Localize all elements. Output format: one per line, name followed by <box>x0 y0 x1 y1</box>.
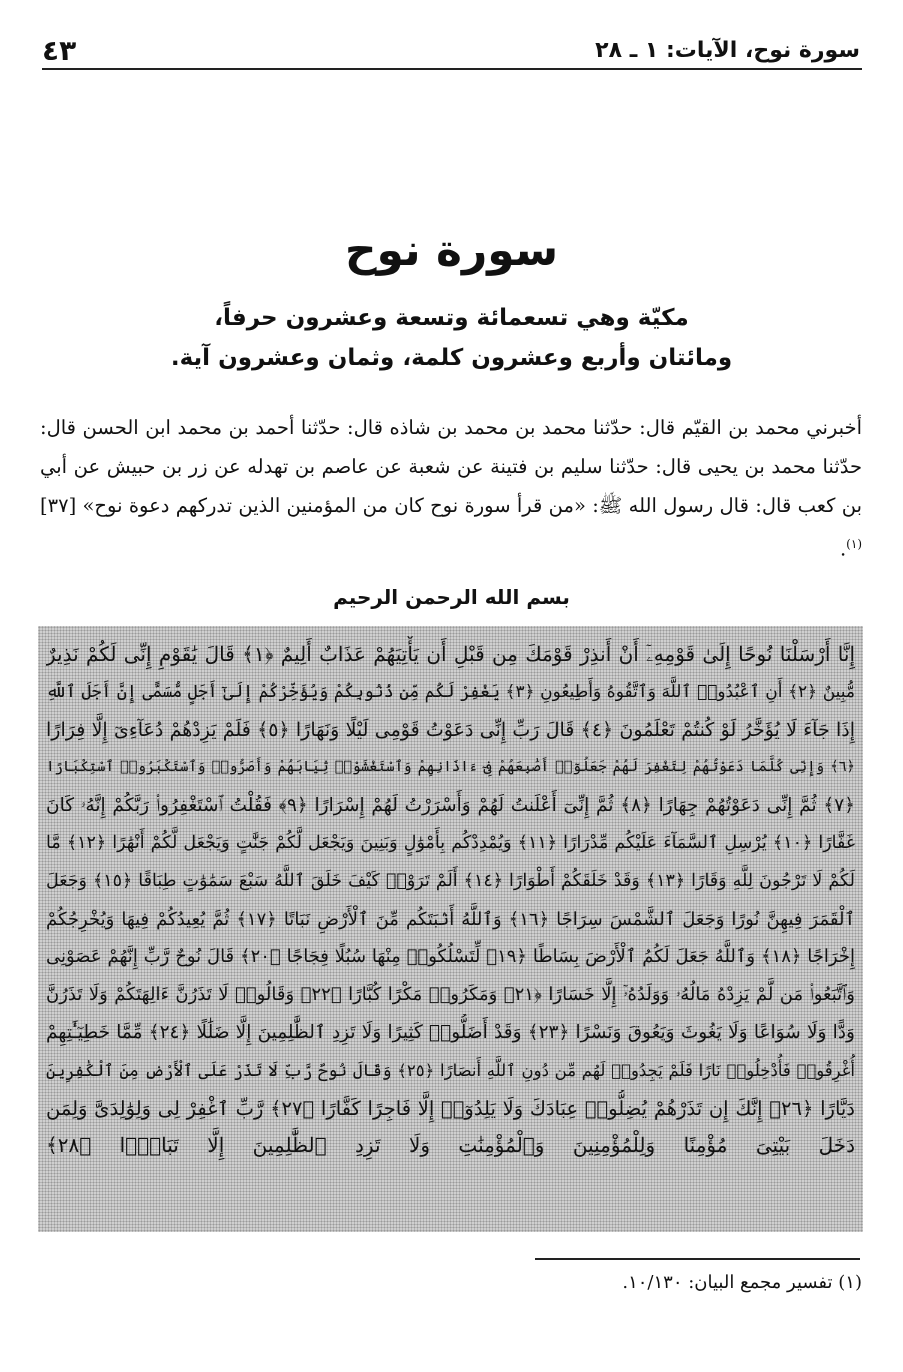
surah-info-line: ومائتان وأربع وعشرون كلمة، وثمان وعشرون آية. <box>170 345 733 371</box>
quran-line: أُغْرِقُوا۟ فَأُدْخِلُوا۟ نَارًا فَلَمْ يَجِدُوا۟ لَهُم مِّن دُونِ ٱللَّهِ أَنصَارًا ﴿٢٥﴾ وَقَالَ نُوحٌ رَّبِّ لَا تَذَرْ عَلَى ٱلْأَرْضِ مِنَ ٱلْكَٰفِرِينَ <box>46 1060 855 1080</box>
quran-line: لَكُمْ لَا تَرْجُونَ لِلَّهِ وَقَارًا ﴿١٣﴾ وَقَدْ خَلَقَكُمْ أَطْوَارًا ﴿١٤﴾ أَلَمْ تَرَوْا۟ كَيْفَ خَلَقَ ٱللَّهُ سَبْعَ سَمَٰوَٰتٍ طِبَاقًا ﴿١٥﴾ وَجَعَلَ <box>46 870 855 891</box>
footnote-rule <box>535 1258 860 1260</box>
quran-line: ﴿٦﴾ وَإِنِّى كُلَّمَا دَعَوْتُهُمْ لِتَغْفِرَ لَهُمْ جَعَلُوٓا۟ أَصَٰبِعَهُمْ فِىٓ ءَاذَانِهِمْ وَٱسْتَغْشَوْا۟ ثِيَابَهُمْ وَأَصَرُّوا۟ وَٱسْتَكْبَرُوا۟ ٱسْتِكْبَارًا <box>46 759 855 776</box>
quran-line: مُّبِينٌ ﴿٢﴾ أَنِ ٱعْبُدُوا۟ ٱللَّهَ وَٱتَّقُوهُ وَأَطِيعُونِ ﴿٣﴾ يَغْفِرْ لَكُم مِّن ذُنُوبِكُمْ وَيُؤَخِّرْكُمْ إِلَىٰٓ أَجَلٍ مُّسَمًّى إِنَّ أَجَلَ ٱللَّهِ <box>46 681 855 702</box>
page-number: ٤٣ <box>42 33 77 67</box>
quran-line: وَٱتَّبَعُوا۟ مَن لَّمْ يَزِدْهُ مَالُهُۥ وَوَلَدُهُۥٓ إِلَّا خَسَارًا ﴿٢١﴾ وَمَكَرُوا۟ مَكْرًا كُبَّارًا ﴿٢٢﴾ وَقَالُوا۟ لَا تَذَرُنَّ ءَالِهَتَكُمْ وَلَا تَذَرُنَّ <box>46 984 855 1006</box>
quran-line: دَيَّارًا ﴿٢٦﴾ إِنَّكَ إِن تَذَرْهُمْ يُضِلُّوا۟ عِبَادَكَ وَلَا يَلِدُوٓا۟ إِلَّا فَاجِرًا كَفَّارًا ﴿٢٧﴾ رَّبِّ ٱغْفِرْ لِى وَلِوَٰلِدَىَّ وَلِمَن <box>46 1096 855 1120</box>
quran-line: غَفَّارًا ﴿١٠﴾ يُرْسِلِ ٱلسَّمَآءَ عَلَيْكُم مِّدْرَارًا ﴿١١﴾ وَيُمْدِدْكُم بِأَمْوَٰلٍ وَبَنِينَ وَيَجْعَل لَّكُمْ جَنَّٰتٍ وَيَجْعَل لَّكُمْ أَنْهَٰرًا ﴿١٢﴾ مَّا <box>46 832 855 853</box>
quran-line: إِذَا جَآءَ لَا يُؤَخَّرُ لَوْ كُنتُمْ تَعْلَمُونَ ﴿٤﴾ قَالَ رَبِّ إِنِّى دَعَوْتُ قَوْمِى لَيْلًا وَنَهَارًا ﴿٥﴾ فَلَمْ يَزِدْهُمْ دُعَآءِىٓ إِلَّا فِرَارًا <box>46 718 855 741</box>
isnad-paragraph <box>40 408 862 569</box>
isnad-text: أخبرني محمد بن القيّم قال: حدّثنا محمد بن محمد بن شاذه قال: حدّثنا أحمد بن محمد ابن الحسن قال: حدّثنا محمد بن يحيى قال: حدّثنا سليم بن فتينة عن شعبة عن عاصم بن تهدله عن زر بن حبيش عن أبي بن كعب قال: قال رسول الله ﷺ: «من قرأ سورة نوح كان من المؤمنين الذين تدركهم دعوة نوح» [٣٧] <box>40 416 862 517</box>
running-header <box>42 30 860 70</box>
surah-title: سورة نوح <box>344 225 559 276</box>
footnote-marker: (١) <box>846 537 862 551</box>
quran-line: وَدًّا وَلَا سُوَاعًا وَلَا يَغُوثَ وَيَعُوقَ وَنَسْرًا ﴿٢٣﴾ وَقَدْ أَضَلُّوا۟ كَثِيرًا وَلَا تَزِدِ ٱلظَّٰلِمِينَ إِلَّا ضَلَٰلًا ﴿٢٤﴾ مِّمَّا خَطِيٓـَٰٔتِهِمْ <box>46 1021 855 1043</box>
quran-line: دَخَلَ بَيْتِىَ مُؤْمِنًا وَلِلْمُؤْمِنِينَ وَٱلْمُؤْمِنَٰتِ وَلَا تَزِدِ ٱلظَّٰلِمِينَ إِلَّا تَبَارًۢا ﴿٢٨﴾ <box>46 1133 855 1158</box>
header-rule <box>42 68 862 70</box>
running-title: سورة نوح، الآيات: ١ ـ ٢٨ <box>595 37 860 63</box>
quran-line: إِخْرَاجًا ﴿١٨﴾ وَٱللَّهُ جَعَلَ لَكُمُ ٱلْأَرْضَ بِسَاطًا ﴿١٩﴾ لِّتَسْلُكُوا۟ مِنْهَا سُبُلًا فِجَاجًا ﴿٢٠﴾ قَالَ نُوحٌ رَّبِّ إِنَّهُمْ عَصَوْنِى <box>46 946 855 968</box>
surah-info-line: مكيّة وهي تسعمائة وتسعة وعشرون حرفاً، <box>214 305 689 331</box>
footnote: (١) تفسير مجمع البيان: ١٠/١٣٠. <box>622 1272 862 1293</box>
quran-line: ﴿٧﴾ ثُمَّ إِنِّى دَعَوْتُهُمْ جِهَارًا ﴿٨﴾ ثُمَّ إِنِّىٓ أَعْلَنتُ لَهُمْ وَأَسْرَرْتُ لَهُمْ إِسْرَارًا ﴿٩﴾ فَقُلْتُ ٱسْتَغْفِرُوا۟ رَبَّكُمْ إِنَّهُۥ كَانَ <box>46 795 855 817</box>
quran-line: ٱلْقَمَرَ فِيهِنَّ نُورًا وَجَعَلَ ٱلشَّمْسَ سِرَاجًا ﴿١٦﴾ وَٱللَّهُ أَنۢبَتَكُم مِّنَ ٱلْأَرْضِ نَبَاتًا ﴿١٧﴾ ثُمَّ يُعِيدُكُمْ فِيهَا وَيُخْرِجُكُمْ <box>46 908 855 930</box>
surah-info <box>0 298 903 378</box>
quran-text-box <box>38 626 863 1232</box>
isnad-end: . <box>839 537 847 561</box>
quran-line: إِنَّا أَرْسَلْنَا نُوحًا إِلَىٰ قَوْمِهِۦٓ أَنْ أَنذِرْ قَوْمَكَ مِن قَبْلِ أَن يَأْتِيَهُمْ عَذَابٌ أَلِيمٌ ﴿١﴾ قَالَ يَٰقَوْمِ إِنِّى لَكُمْ نَذِيرٌ <box>46 642 855 666</box>
basmala: بسم الله الرحمن الرحيم <box>333 585 570 609</box>
